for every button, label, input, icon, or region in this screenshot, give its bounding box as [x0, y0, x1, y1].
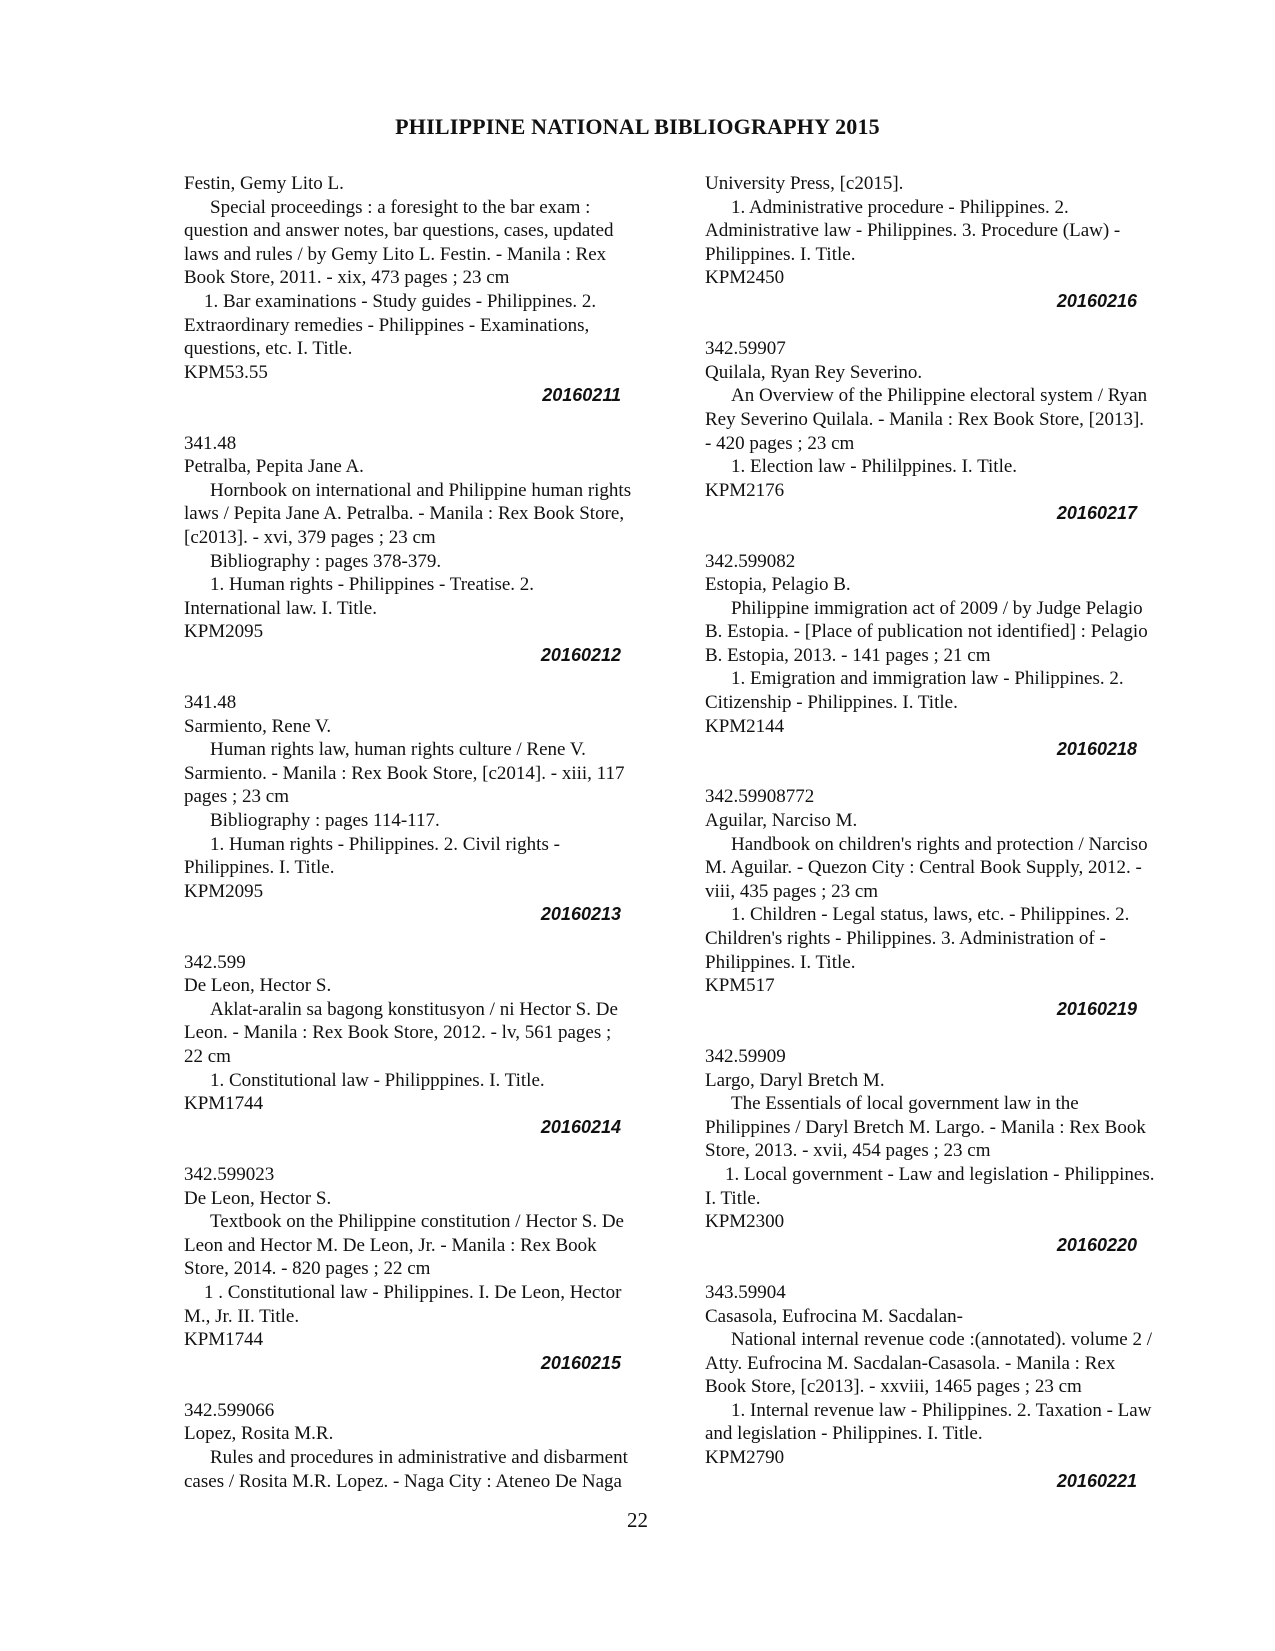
- entry-line: KPM2176: [705, 479, 785, 501]
- entry-line: viii, 435 pages ; 23 cm: [705, 880, 879, 902]
- entry-line: 22 cm: [184, 1045, 231, 1067]
- entry-line: 1. Election law - Phililppines. I. Title.: [731, 456, 1018, 478]
- entry-line: Philippine immigration act of 2009 / by Judge Pelagio: [731, 597, 1143, 619]
- page-number: 22: [627, 1508, 648, 1532]
- entry-line: De Leon, Hector S.: [184, 975, 332, 997]
- entry-line: An Overview of the Philippine electoral system / Ryan: [731, 385, 1148, 407]
- right-column: [705, 172, 1185, 1493]
- entry-line: Administrative law - Philippines. 3. Procedure (Law) -: [705, 220, 1121, 242]
- entry-separator: [705, 762, 1185, 786]
- entry-line: laws and rules / by Gemy Lito L. Festin. - Manila : Rex: [184, 243, 607, 265]
- control-number: 20160211: [542, 385, 621, 406]
- entry-line: 1. Human rights - Philippines - Treatise. 2.: [210, 574, 535, 596]
- entry-line: I. Title.: [705, 1187, 761, 1209]
- control-number: 20160214: [540, 1116, 621, 1137]
- entry-line: Casasola, Eufrocina M. Sacdalan-: [705, 1305, 963, 1327]
- entry-line: Festin, Gemy Lito L.: [184, 173, 344, 194]
- entry-separator: [184, 1139, 669, 1163]
- entry-line: Bibliography : pages 378-379.: [210, 550, 442, 572]
- entry-line: Leon. - Manila : Rex Book Store, 2012. - lv, 561 pages ;: [184, 1022, 612, 1044]
- entry-line: M. Aguilar. - Quezon City : Central Book Supply, 2012. -: [705, 857, 1142, 879]
- entry-line: Sarmiento. - Manila : Rex Book Store, [c2014]. - xiii, 117: [184, 762, 625, 784]
- entry-line: KPM2095: [184, 621, 264, 643]
- entry-line: National internal revenue code :(annotated). volume 2 /: [731, 1329, 1153, 1351]
- entry-line: Estopia, Pelagio B.: [705, 574, 851, 596]
- entry-separator: [184, 927, 669, 951]
- entry-line: Philippines. I. Title.: [705, 951, 856, 973]
- entry-line: KPM1744: [184, 1093, 264, 1115]
- entry-line: Citizenship - Philippines. I. Title.: [705, 692, 958, 714]
- entry-line: 342.599066: [184, 1399, 275, 1421]
- entry-line: Handbook on children's rights and protection / Narciso: [731, 833, 1148, 855]
- entry-line: Lopez, Rosita M.R.: [184, 1423, 334, 1445]
- entry-line: Children's rights - Philippines. 3. Administration of -: [705, 928, 1106, 949]
- entry-line: KPM517: [705, 975, 775, 997]
- entry-line: and legislation - Philippines. I. Title.: [705, 1423, 983, 1445]
- entry-separator: [184, 1375, 669, 1399]
- entry-line: Largo, Daryl Bretch M.: [705, 1069, 885, 1091]
- entry-line: KPM1744: [184, 1329, 264, 1351]
- entry-line: Philippines / Daryl Bretch M. Largo. - Manila : Rex Book: [705, 1116, 1146, 1138]
- entry-line: 343.59904: [705, 1281, 786, 1303]
- entry-line: Quilala, Ryan Rey Severino.: [705, 361, 923, 383]
- control-number: 20160218: [1056, 739, 1137, 760]
- control-number: 20160217: [1056, 503, 1137, 524]
- entry-line: Extraordinary remedies - Philippines - Examinations,: [184, 314, 590, 336]
- entry-line: 342.599023: [184, 1163, 275, 1185]
- entry-separator: [184, 408, 669, 432]
- control-number: 20160220: [1056, 1234, 1137, 1255]
- entry-separator: [705, 1257, 1185, 1281]
- entry-line: 1. Constitutional law - Philipppines. I. Title.: [210, 1069, 545, 1091]
- entry-line: 342.599: [184, 951, 246, 973]
- entry-line: pages ; 23 cm: [184, 786, 290, 808]
- entry-line: [c2013]. - xvi, 379 pages ; 23 cm: [184, 526, 436, 548]
- entry-line: Sarmiento, Rene V.: [184, 715, 332, 737]
- entry-line: Hornbook on international and Philippine human rights: [210, 479, 632, 501]
- entry-separator: [705, 526, 1185, 550]
- entry-line: Store, 2014. - 820 pages ; 22 cm: [184, 1258, 431, 1280]
- entry-line: Store, 2013. - xvii, 454 pages ; 23 cm: [705, 1140, 991, 1162]
- entry-line: M., Jr. II. Title.: [184, 1305, 300, 1327]
- entry-line: KPM2790: [705, 1447, 785, 1469]
- entry-line: KPM2144: [705, 715, 785, 737]
- entry-line: Book Store, 2011. - xix, 473 pages ; 23 cm: [184, 267, 510, 289]
- entry-line: Textbook on the Philippine constitution / Hector S. De: [210, 1211, 624, 1233]
- control-number: 20160215: [540, 1352, 621, 1373]
- entry-line: B. Estopia, 2013. - 141 pages ; 21 cm: [705, 644, 991, 666]
- entry-line: University Press, [c2015].: [705, 173, 904, 194]
- entry-line: Aguilar, Narciso M.: [705, 810, 858, 832]
- entry-line: 342.599082: [705, 550, 796, 572]
- entry-line: 1. Children - Legal status, laws, etc. - Philippines. 2.: [731, 904, 1130, 926]
- entry-line: Human rights law, human rights culture / Rene V.: [210, 739, 586, 761]
- entry-separator: [705, 314, 1185, 338]
- entry-line: 341.48: [184, 692, 237, 714]
- entry-line: Philippines. I. Title.: [705, 243, 856, 265]
- entry-line: cases / Rosita M.R. Lopez. - Naga City : Ateneo De Naga: [184, 1470, 622, 1492]
- entry-line: 341.48: [184, 432, 237, 454]
- entry-line: 1 . Constitutional law - Philippines. I. De Leon, Hector: [204, 1281, 622, 1303]
- entry-line: 1. Human rights - Philippines. 2. Civil rights -: [210, 833, 560, 855]
- entry-line: Atty. Eufrocina M. Sacdalan-Casasola. - Manila : Rex: [705, 1352, 1116, 1374]
- entry-line: Book Store, [c2013]. - xxviii, 1465 pages ; 23 cm: [705, 1376, 1082, 1398]
- entry-line: KPM2450: [705, 267, 785, 289]
- entry-line: Rey Severino Quilala. - Manila : Rex Book Store, [2013].: [705, 408, 1145, 430]
- entry-line: 1. Local government - Law and legislation - Philippines.: [725, 1163, 1155, 1185]
- entry-line: Special proceedings : a foresight to the bar exam :: [210, 196, 591, 218]
- entry-line: 1. Administrative procedure - Philippines. 2.: [731, 196, 1069, 218]
- entry-line: 1. Internal revenue law - Philippines. 2. Taxation - Law: [731, 1399, 1152, 1421]
- entry-line: KPM2095: [184, 880, 264, 902]
- entry-line: 342.59907: [705, 338, 786, 360]
- entry-line: Aklat-aralin sa bagong konstitusyon / ni Hector S. De: [210, 998, 618, 1020]
- left-column: [184, 172, 669, 1493]
- entry-line: questions, etc. I. Title.: [184, 338, 353, 360]
- entry-line: 342.59909: [705, 1045, 786, 1067]
- entry-line: 342.59908772: [705, 786, 815, 808]
- control-number: 20160216: [1056, 290, 1137, 311]
- entry-line: 1. Bar examinations - Study guides - Philippines. 2.: [204, 290, 597, 312]
- entry-line: De Leon, Hector S.: [184, 1187, 332, 1209]
- control-number: 20160219: [1056, 998, 1137, 1019]
- page-title: PHILIPPINE NATIONAL BIBLIOGRAPHY 2015: [395, 114, 880, 139]
- entry-line: KPM2300: [705, 1211, 785, 1233]
- entry-line: laws / Pepita Jane A. Petralba. - Manila : Rex Book Store,: [184, 503, 625, 525]
- entry-line: question and answer notes, bar questions, cases, updated: [184, 220, 614, 242]
- entry-line: KPM53.55: [184, 361, 268, 383]
- entry-line: 1. Emigration and immigration law - Philippines. 2.: [731, 668, 1124, 690]
- control-number: 20160213: [540, 904, 621, 925]
- entry-line: B. Estopia. - [Place of publication not identified] : Pelagio: [705, 621, 1148, 643]
- entry-line: - 420 pages ; 23 cm: [705, 432, 855, 454]
- entry-line: Leon and Hector M. De Leon, Jr. - Manila : Rex Book: [184, 1234, 597, 1256]
- entry-line: Philippines. I. Title.: [184, 857, 335, 879]
- control-number: 20160212: [540, 644, 621, 665]
- entry-line: The Essentials of local government law in the: [731, 1093, 1079, 1115]
- entry-line: International law. I. Title.: [184, 597, 377, 619]
- entry-line: Bibliography : pages 114-117.: [210, 810, 440, 832]
- entry-separator: [705, 1021, 1185, 1045]
- entry-line: Rules and procedures in administrative and disbarment: [210, 1447, 628, 1469]
- control-number: 20160221: [1056, 1470, 1137, 1491]
- entry-line: Petralba, Pepita Jane A.: [184, 456, 364, 478]
- entry-separator: [184, 667, 669, 691]
